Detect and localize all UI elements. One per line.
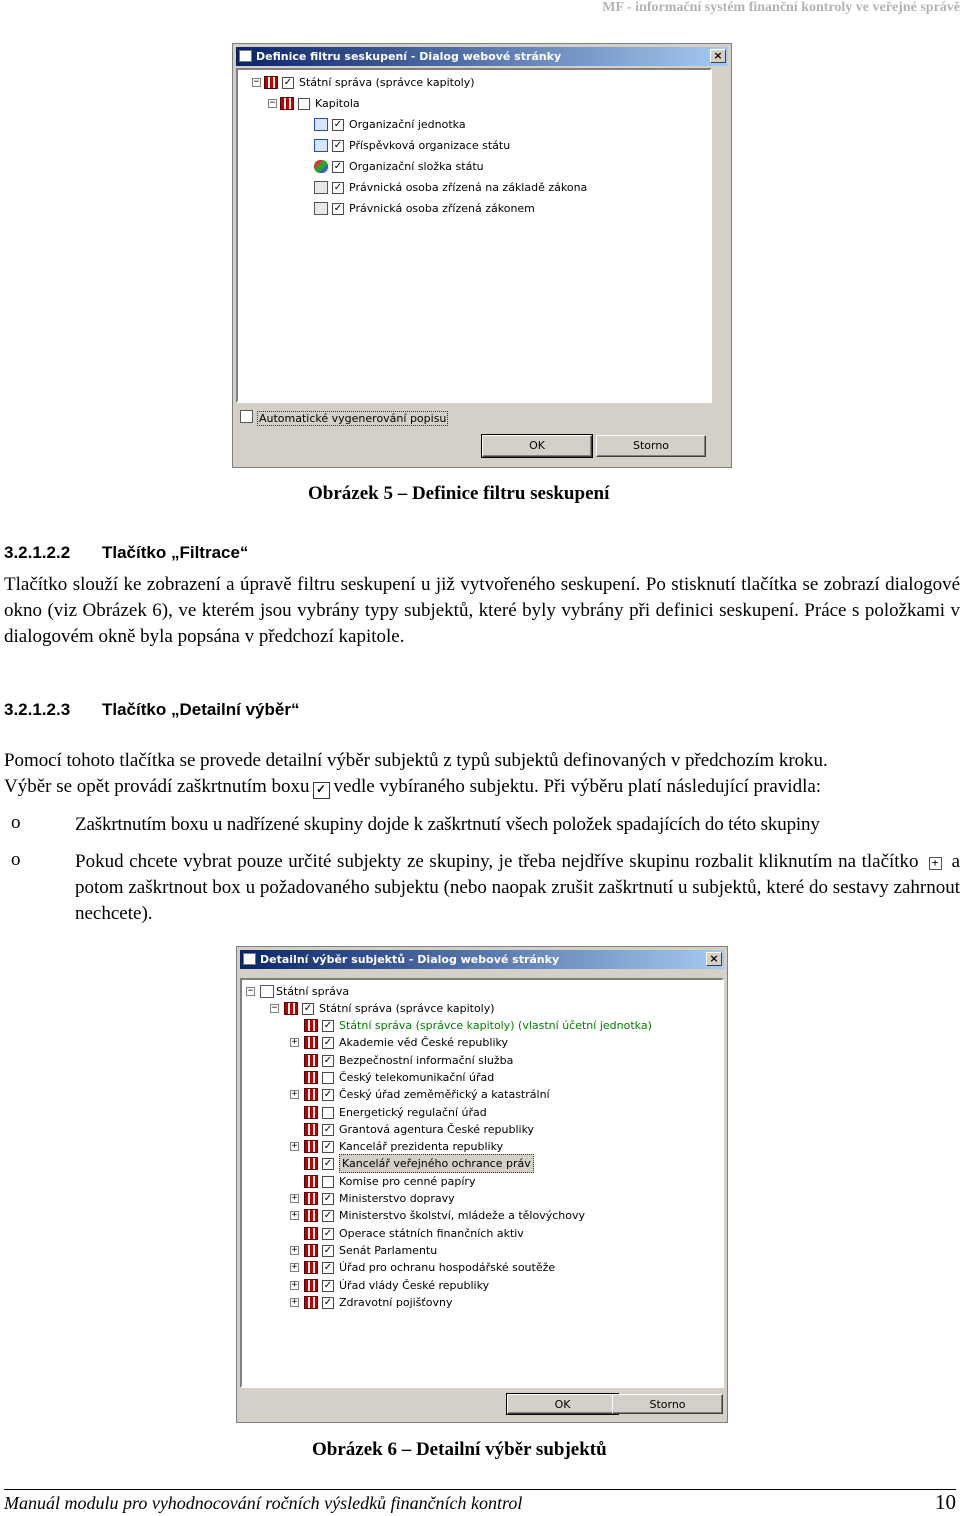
- running-header: MF - informační systém finanční kontroly ve veřejné správě: [602, 0, 960, 15]
- tree-item[interactable]: [242, 1155, 722, 1172]
- subject-tree[interactable]: [240, 978, 724, 1388]
- tree-item-label: Český telekomunikační úřad: [339, 1070, 495, 1084]
- detail-paragraph-line1: Pomocí tohoto tlačítka se provede detailní výběr subjektů z typů subjektů definovaných v předchozím kroku.: [4, 750, 828, 771]
- multi-subject-icon: [314, 160, 328, 173]
- detail-paragraph-line2: [4, 774, 960, 800]
- page-number: 10: [935, 1490, 956, 1514]
- bullet-item-1: Zaškrtnutím boxu u nadřízené skupiny dojde k zaškrtnutí všech položek spadajících do této skupiny: [75, 814, 820, 835]
- tree-item[interactable]: [242, 1294, 722, 1311]
- red-subject-icon: [304, 1054, 318, 1067]
- tree-item[interactable]: [242, 1173, 722, 1190]
- checkbox-icon: ✓: [313, 782, 330, 799]
- tree-checkbox[interactable]: ✓: [333, 203, 343, 214]
- tree-node[interactable]: [238, 116, 708, 133]
- section-heading-detailni-vyber: [4, 700, 299, 720]
- red-subject-icon: [304, 1088, 318, 1101]
- expand-toggle-icon[interactable]: +: [291, 1210, 298, 1221]
- tree-item-label: Zdravotní pojišťovny: [339, 1295, 453, 1309]
- tree-item[interactable]: [242, 1104, 722, 1121]
- blue-subject-icon: [314, 139, 328, 152]
- tree-group-label: Státní správa (správce kapitoly): [319, 1002, 495, 1015]
- red-subject-icon: [304, 1296, 318, 1309]
- tree-item[interactable]: [242, 1207, 722, 1224]
- tree-checkbox[interactable]: ✓: [333, 182, 343, 193]
- expand-toggle-icon[interactable]: +: [291, 1141, 298, 1152]
- tree-root-icon: [260, 985, 274, 998]
- red-subject-icon: [304, 1175, 318, 1188]
- dialog-title: Detailní výběr subjektů - Dialog webové stránky: [260, 953, 560, 966]
- tree-checkbox[interactable]: ✓: [323, 1227, 333, 1239]
- tree-node[interactable]: [238, 158, 708, 175]
- section-number: 3.2.1.2.2: [4, 543, 71, 562]
- red-subject-icon: [304, 1071, 318, 1084]
- tree-node-label: Právnická osoba zřízená na základě zákona: [349, 181, 588, 194]
- footer-text: Manuál modulu pro vyhodnocování ročních výsledků finančních kontrol: [4, 1493, 523, 1513]
- red-subject-icon: [304, 1244, 318, 1257]
- grey-subject-icon: [314, 181, 328, 194]
- tree-checkbox[interactable]: ✓: [333, 140, 343, 151]
- subject-type-tree[interactable]: [236, 68, 712, 403]
- tree-item-label: Státní správa (správce kapitoly) (vlastní účetní jednotka): [339, 1019, 652, 1032]
- tree-item-label: Komise pro cenné papíry: [339, 1174, 476, 1188]
- tree-item[interactable]: [242, 1017, 722, 1034]
- bullet2-start: Pokud chcete vybrat pouze určité subjekty ze skupiny, je třeba nejdříve skupinu rozbalit kliknutím na tlačítko: [75, 851, 919, 872]
- tree-item[interactable]: [242, 1121, 722, 1138]
- tree-item-label: Úřad pro ochranu hospodářské soutěže: [339, 1261, 556, 1275]
- expand-plus-icon: +: [929, 857, 942, 870]
- close-button[interactable]: ×: [710, 49, 726, 63]
- tree-item-label: Úřad vlády České republiky: [339, 1278, 490, 1292]
- tree-checkbox[interactable]: ✓: [323, 1158, 333, 1170]
- tree-node-label: Státní správa (správce kapitoly): [299, 76, 475, 89]
- tree-item-label: Český úřad zeměměřický a katastrální: [339, 1088, 550, 1102]
- tree-item-label: Kancelář prezidenta republiky: [339, 1140, 504, 1154]
- tree-group[interactable]: [242, 1000, 722, 1017]
- tree-checkbox[interactable]: ✓: [323, 1296, 333, 1308]
- cancel-button[interactable]: Storno: [612, 1394, 723, 1414]
- red-subject-icon: [304, 1123, 318, 1136]
- tree-item[interactable]: [242, 1277, 722, 1294]
- window-icon: [243, 953, 256, 965]
- tree-checkbox[interactable]: [322, 1107, 334, 1119]
- red-subject-icon: [284, 1002, 298, 1015]
- blue-subject-icon: [314, 118, 328, 131]
- tree-item-label: Akademie věd České republiky: [339, 1036, 508, 1050]
- tree-checkbox[interactable]: ✓: [333, 119, 343, 130]
- collapse-toggle-icon[interactable]: −: [269, 98, 276, 108]
- tree-checkbox[interactable]: [298, 98, 310, 110]
- tree-item-label: Senát Parlamentu: [339, 1243, 438, 1257]
- tree-checkbox[interactable]: ✓: [333, 161, 343, 172]
- tree-checkbox[interactable]: ✓: [323, 1193, 333, 1204]
- expand-toggle-icon[interactable]: +: [291, 1296, 298, 1307]
- detail-selection-dialog: [236, 946, 728, 1423]
- section-number: 3.2.1.2.3: [4, 700, 71, 719]
- red-subject-icon: [304, 1157, 318, 1170]
- section-title: Tlačítko „Detailní výběr“: [102, 700, 300, 719]
- red-subject-icon: [304, 1036, 318, 1049]
- dialog-titlebar: [236, 47, 728, 66]
- close-button[interactable]: ×: [706, 952, 722, 966]
- section-heading-filtrace: [4, 543, 248, 563]
- tree-checkbox[interactable]: ✓: [323, 1141, 333, 1153]
- auto-description-label[interactable]: Automatické vygenerování popisu: [259, 412, 447, 425]
- tree-checkbox[interactable]: ✓: [323, 1037, 333, 1049]
- tree-item[interactable]: [242, 1225, 722, 1242]
- tree-item[interactable]: [242, 1052, 722, 1069]
- ok-button[interactable]: OK: [482, 435, 592, 457]
- tree-checkbox[interactable]: [322, 1072, 334, 1084]
- auto-description-checkbox[interactable]: [240, 410, 253, 423]
- figure-5-caption: Obrázek 5 – Definice filtru seskupení: [308, 483, 610, 504]
- tree-node[interactable]: [238, 179, 708, 196]
- collapse-toggle-icon[interactable]: −: [271, 1003, 278, 1013]
- red-subject-icon: [264, 76, 278, 89]
- red-subject-icon: [304, 1279, 318, 1292]
- expand-toggle-icon[interactable]: +: [291, 1279, 298, 1290]
- window-icon: [239, 50, 252, 62]
- section-title: Tlačítko „Filtrace“: [102, 543, 249, 562]
- tree-checkbox[interactable]: ✓: [323, 1020, 333, 1031]
- tree-item-label: Ministerstvo dopravy: [339, 1192, 455, 1205]
- tree-checkbox[interactable]: ✓: [303, 1003, 313, 1014]
- tree-item-label: Grantová agentura České republiky: [339, 1122, 535, 1136]
- grey-subject-icon: [314, 202, 328, 215]
- figure-6-caption: Obrázek 6 – Detailní výběr subjektů: [312, 1439, 607, 1460]
- tree-node[interactable]: [238, 200, 708, 217]
- tree-item[interactable]: [242, 1138, 722, 1155]
- expand-toggle-icon[interactable]: +: [291, 1262, 298, 1273]
- bullet2-end: a potom zaškrtnout box u požadovaného subjektu (nebo naopak zrušit zaškrtnutí u subjektů, které do sestavy zahrnout nechcete).: [75, 851, 960, 924]
- tree-item-label: Ministerstvo školství, mládeže a tělovýchovy: [339, 1209, 585, 1223]
- tree-checkbox[interactable]: ✓: [283, 77, 293, 88]
- red-subject-icon: [304, 1192, 318, 1205]
- red-subject-icon: [280, 97, 294, 110]
- tree-checkbox[interactable]: ✓: [323, 1279, 333, 1291]
- bullet-item-2: [75, 849, 960, 927]
- tree-node[interactable]: [238, 74, 708, 91]
- tree-item[interactable]: [242, 1242, 722, 1259]
- ok-button[interactable]: OK: [507, 1394, 618, 1414]
- bullet-marker: o: [11, 849, 21, 870]
- tree-checkbox[interactable]: ✓: [323, 1054, 333, 1066]
- tree-item[interactable]: [242, 1069, 722, 1086]
- tree-checkbox[interactable]: ✓: [323, 1123, 333, 1135]
- red-subject-icon: [304, 1019, 318, 1032]
- tree-checkbox[interactable]: ✓: [323, 1262, 333, 1274]
- tree-item-label: Bezpečnostní informační služba: [339, 1053, 514, 1067]
- tree-node-label: Kapitola: [315, 97, 360, 110]
- tree-node[interactable]: [238, 137, 708, 154]
- tree-node[interactable]: [238, 95, 708, 112]
- footer-rule: [4, 1489, 956, 1490]
- tree-checkbox[interactable]: [322, 1176, 334, 1188]
- tree-item-label: Energetický regulační úřad: [339, 1105, 487, 1119]
- tree-item-label: Operace státních finančních aktiv: [339, 1226, 524, 1240]
- line2-end: vedle vybíraného subjektu. Při výběru platí následující pravidla:: [333, 776, 822, 797]
- expand-toggle-icon[interactable]: +: [291, 1089, 298, 1100]
- expand-toggle-icon[interactable]: +: [291, 1037, 298, 1048]
- tree-item[interactable]: [242, 1259, 722, 1276]
- collapse-toggle-icon[interactable]: −: [253, 77, 260, 87]
- bullet-marker: o: [11, 812, 21, 833]
- dialog-titlebar: [240, 950, 724, 969]
- cancel-button[interactable]: Storno: [596, 435, 706, 457]
- collapse-toggle-icon[interactable]: −: [247, 986, 254, 996]
- tree-item[interactable]: [242, 1086, 722, 1103]
- tree-root-label: Státní správa: [276, 985, 350, 998]
- tree-node-label: Příspěvková organizace státu: [349, 139, 511, 152]
- tree-node-label: Organizační složka státu: [349, 160, 484, 173]
- tree-item[interactable]: [242, 1034, 722, 1051]
- filtrace-paragraph: Tlačítko slouží ke zobrazení a úpravě filtru seskupení u již vytvořeného seskupení. Po stisknutí tlačítka se zobrazí dialogové okno (viz Obrázek 6), ve kterém jsou vybrány typy subjektů, které byly vybrány při definici seskupení. Práce s položkami v dialogovém okně byla popsána v předchozí kapitole.: [4, 574, 960, 647]
- dialog-title: Definice filtru seskupení - Dialog webové stránky: [256, 50, 562, 63]
- tree-node-label: Organizační jednotka: [349, 118, 466, 131]
- tree-node-label: Právnická osoba zřízená zákonem: [349, 202, 535, 215]
- red-subject-icon: [304, 1106, 318, 1119]
- red-subject-icon: [304, 1140, 318, 1153]
- filter-definition-dialog: [232, 43, 732, 468]
- expand-toggle-icon[interactable]: +: [291, 1244, 298, 1255]
- red-subject-icon: [304, 1261, 318, 1274]
- tree-item[interactable]: [242, 1190, 722, 1207]
- line2-start: Výběr se opět provádí zaškrtnutím boxu: [4, 776, 310, 797]
- red-subject-icon: [304, 1209, 318, 1222]
- tree-checkbox[interactable]: ✓: [323, 1210, 333, 1222]
- tree-root[interactable]: [242, 983, 722, 1000]
- expand-toggle-icon[interactable]: +: [291, 1193, 298, 1203]
- tree-checkbox[interactable]: ✓: [323, 1089, 333, 1101]
- tree-item-label: Kancelář veřejného ochrance práv: [339, 1154, 534, 1173]
- red-subject-icon: [304, 1227, 318, 1240]
- tree-checkbox[interactable]: ✓: [323, 1244, 333, 1256]
